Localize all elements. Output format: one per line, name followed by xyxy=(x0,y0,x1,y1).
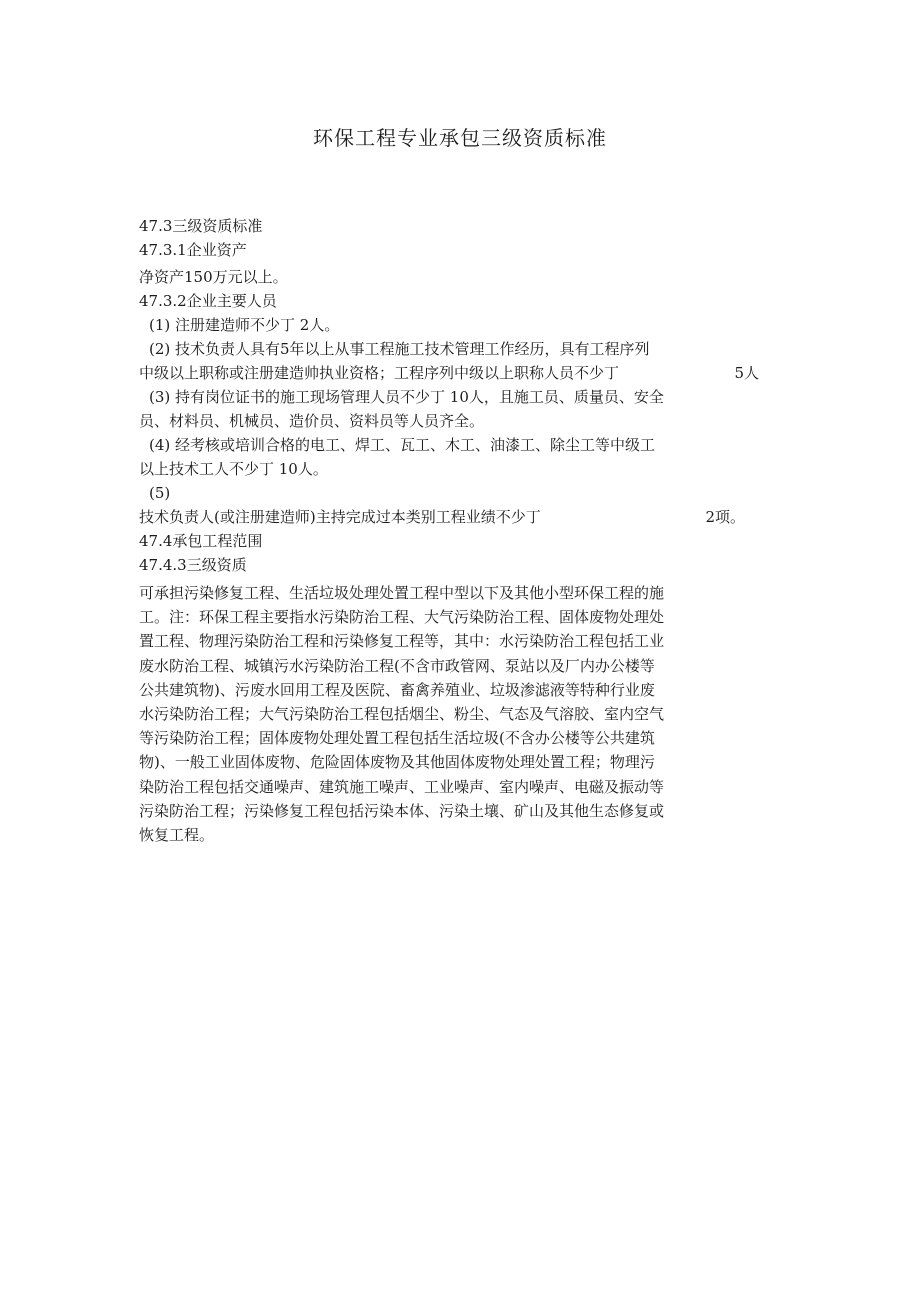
section-heading-47-3-2: 47.3.2企业主要人员 xyxy=(139,292,277,310)
personnel-item-5-text: 技术负责人(或注册建造师)主持完成过本类别工程业绩不少丁 xyxy=(139,508,541,526)
personnel-item-2-line-2-text: 中级以上职称或注册建造帅执业资格；工程序列中级以上职称人员不少丁 xyxy=(139,364,620,382)
scope-line: 置工程、物理污染防治工程和污染修复工程等，其中：水污染防治工程包括工业 xyxy=(139,632,665,651)
personnel-item-3-line-1: (3) 持有岗位证书的施工现场管理人员不少丁 10人，且施工员、质量员、安全 xyxy=(149,388,664,406)
scope-line: 染防治工程包括交通噪声、建筑施工噪声、工业噪声、室内噪声、电磁及振动等 xyxy=(139,777,665,796)
personnel-item-2-line-2 xyxy=(139,361,759,385)
scope-line: 物)、一般工业固体废物、危险固体废物及其他固体废物处理处置工程；物理污 xyxy=(139,753,655,772)
document-body xyxy=(139,214,759,847)
section-heading-47-4-3: 47.4.3三级资质 xyxy=(139,556,247,574)
scope-line: 废水防治工程、城镇污水污染防治工程(不含市政管网、泵站以及厂内办公楼等 xyxy=(139,656,655,675)
scope-line: 等污染防治工程；固体废物处理处置工程包括生活垃圾(不含办公楼等公共建筑 xyxy=(139,729,655,748)
document-title: 环保工程专业承包三级资质标准 xyxy=(313,126,607,150)
personnel-item-1: (1) 注册建造师不少丁 2人。 xyxy=(149,316,340,334)
scope-paragraph xyxy=(139,581,759,847)
scope-line: 可承担污染修复工程、生活垃圾处理处置工程中型以下及其他小型环保工程的施 xyxy=(139,584,665,602)
personnel-item-2-count: 5人 xyxy=(734,364,759,382)
personnel-item-4-line-1: (4) 经考核或培训合格的电工、焊工、瓦工、木工、油漆工、除尘工等中级工 xyxy=(149,436,656,454)
personnel-item-2-line-1: (2) 技术负责人具有5年以上从事工程施工技术管理工作经历，具有工程序列 xyxy=(149,340,650,358)
scope-line: 工。注：环保工程主要指水污染防治工程、大气污染防治工程、固体废物处理处 xyxy=(139,608,665,627)
section-heading-47-3-1: 47.3.1企业资产 xyxy=(139,241,247,259)
scope-line: 公共建筑物)、污废水回用工程及医院、畜禽养殖业、垃圾渗滤液等特种行业废 xyxy=(139,680,655,699)
personnel-item-5-count: 2项。 xyxy=(705,508,745,526)
scope-line: 水污染防治工程；大气污染防治工程包括烟尘、粉尘、气态及气溶胶、室内空气 xyxy=(139,704,665,723)
scope-line: 污染防治工程；污染修复工程包括污染本体、污染土壤、矿山及其他生态修复或 xyxy=(139,801,665,820)
personnel-item-5-line xyxy=(139,505,759,529)
personnel-item-5-label: (5) xyxy=(149,484,171,502)
scope-line: 恢复工程。 xyxy=(139,825,215,844)
section-heading-47-4: 47.4承包工程范围 xyxy=(139,532,263,550)
personnel-item-3-line-2: 员、材料员、机械员、造价员、资料员等人员齐全。 xyxy=(139,412,485,430)
personnel-item-4-line-2: 以上技术工人不少丁 10人。 xyxy=(139,460,328,478)
assets-text: 净资产150万元以上。 xyxy=(139,268,288,286)
section-heading-47-3: 47.3三级资质标准 xyxy=(139,217,263,235)
